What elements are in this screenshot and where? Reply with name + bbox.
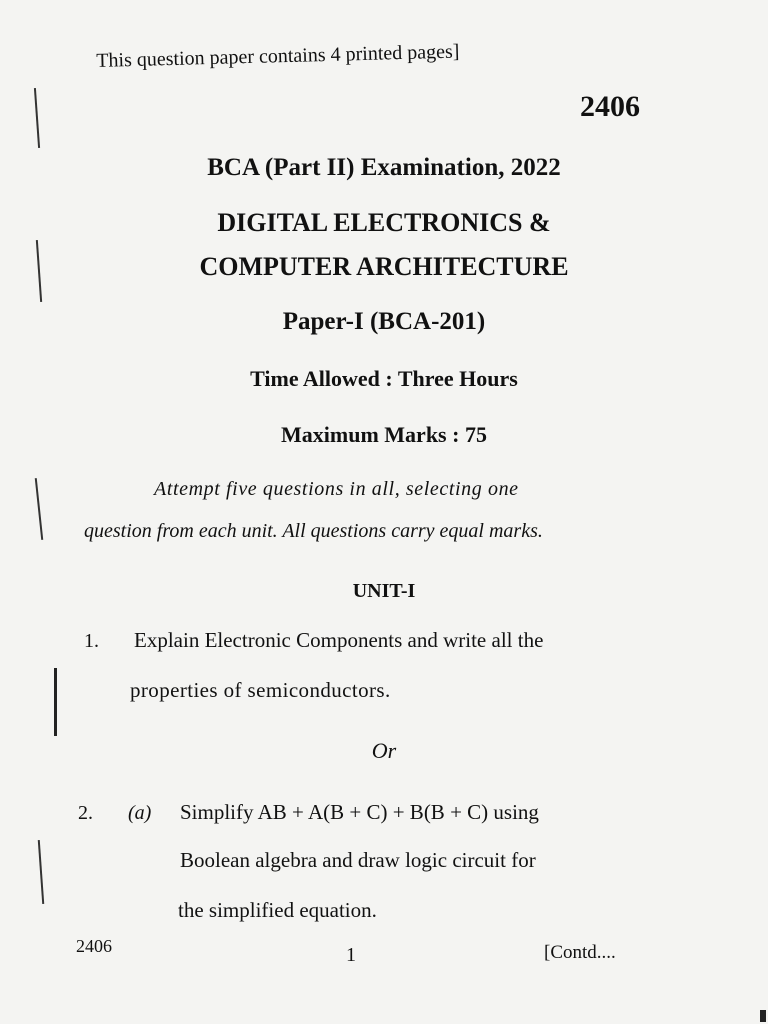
margin-mark xyxy=(760,1010,766,1022)
paper-name: Paper-I (BCA-201) xyxy=(282,308,486,335)
question-2-line-1: Simplify AB + A(B + C) + B(B + C) using xyxy=(180,800,539,824)
footer-code: 2406 xyxy=(76,936,112,956)
paper-code: 2406 xyxy=(580,90,640,123)
question-2-line-3: the simplified equation. xyxy=(178,898,377,922)
question-1-line-1: Explain Electronic Components and write all the xyxy=(134,628,544,652)
question-number: 2. xyxy=(78,802,93,824)
exam-title: BCA (Part II) Examination, 2022 xyxy=(207,154,561,181)
instructions-line-1: Attempt five questions in all, selecting one xyxy=(154,478,519,500)
continued-note: [Contd.... xyxy=(544,942,616,963)
margin-mark xyxy=(34,88,40,148)
maximum-marks: Maximum Marks : 75 xyxy=(281,422,487,447)
question-number: 1. xyxy=(84,630,99,652)
question-1-line-2: properties of semiconductors. xyxy=(130,678,391,702)
subject-line-1: DIGITAL ELECTRONICS & xyxy=(217,208,551,237)
margin-mark xyxy=(35,478,43,540)
instructions-line-2: question from each unit. All questions carry equal marks. xyxy=(84,520,543,542)
page-number: 1 xyxy=(346,944,356,966)
margin-mark xyxy=(54,668,57,736)
time-allowed: Time Allowed : Three Hours xyxy=(250,366,518,391)
subject-line-2: COMPUTER ARCHITECTURE xyxy=(199,252,569,281)
question-part-label: (a) xyxy=(128,802,152,824)
unit-heading: UNIT-I xyxy=(352,580,416,602)
margin-mark xyxy=(38,840,44,904)
or-separator: Or xyxy=(371,738,397,763)
pages-note: This question paper contains 4 printed pages] xyxy=(96,40,460,72)
question-2-line-2: Boolean algebra and draw logic circuit for xyxy=(180,848,536,872)
